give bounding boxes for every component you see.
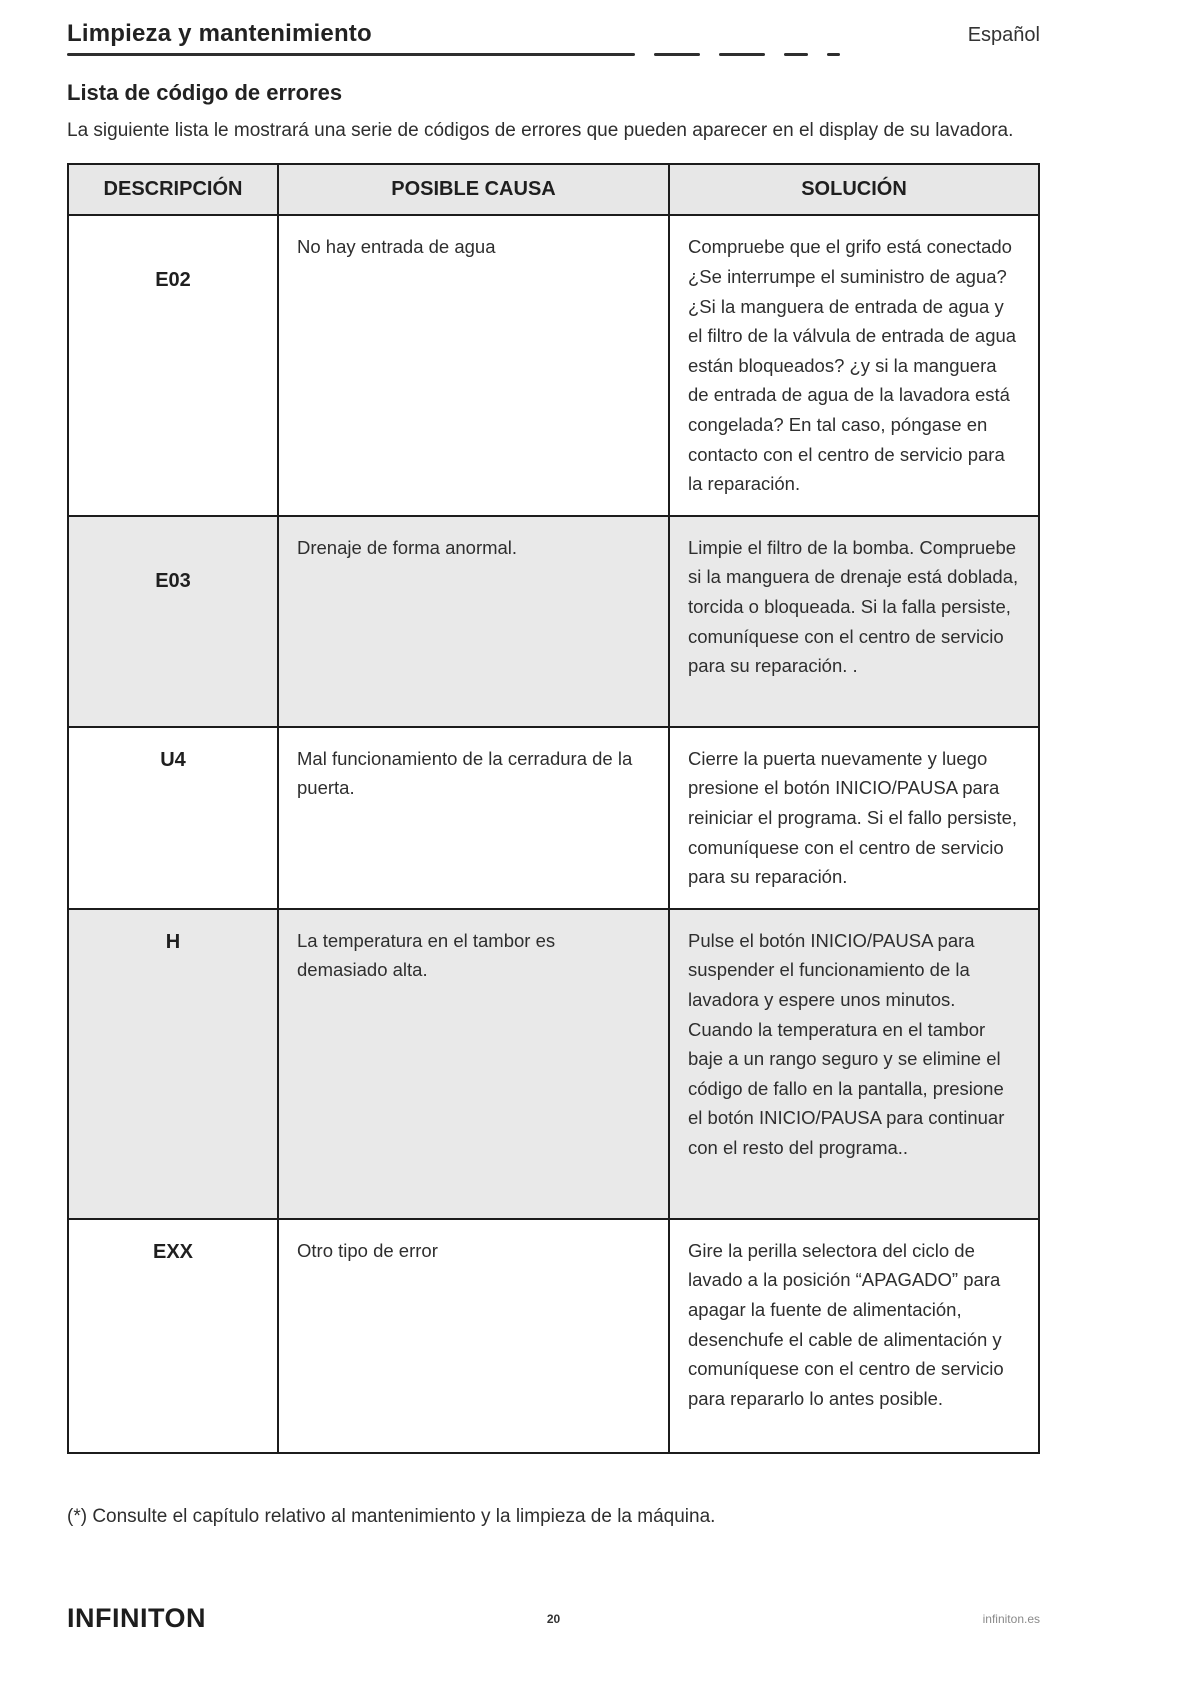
page-footer xyxy=(67,1603,1040,1634)
error-solution-cell: Gire la perilla selectora del ciclo de lavado a la posición “APAGADO” para apagar la fuente de alimentación, desenchufe el cable de alimentación y comuníquese con el centro de servicio para repararlo lo antes posible. xyxy=(669,1219,1039,1453)
rule-dash xyxy=(784,53,808,56)
table-header-row xyxy=(68,164,1039,215)
table-row-e03 xyxy=(68,516,1039,727)
table-row-h xyxy=(68,909,1039,1219)
error-code-cell: U4 xyxy=(68,727,278,909)
footnote: (*) Consulte el capítulo relativo al mantenimiento y la limpieza de la máquina. xyxy=(67,1505,716,1527)
error-cause-cell: No hay entrada de agua xyxy=(278,215,669,515)
error-code-cell: E02 xyxy=(68,215,278,515)
table-row-exx xyxy=(68,1219,1039,1453)
rule-dash xyxy=(654,53,700,56)
intro-text: La siguiente lista le mostrará una serie de códigos de errores que pueden aparecer en el display de su lavadora. xyxy=(67,120,1014,141)
page-title: Lista de código de errores xyxy=(67,80,343,105)
error-cause-cell: Mal funcionamiento de la cerradura de la puerta. xyxy=(278,727,669,909)
header-rule xyxy=(67,53,1040,56)
rule-line xyxy=(67,53,635,56)
table-row-e02 xyxy=(68,215,1039,515)
table-row-u4 xyxy=(68,727,1039,909)
error-solution-cell: Compruebe que el grifo está conectado ¿Se interrumpe el suministro de agua? ¿Si la manguera de entrada de agua y el filtro de la válvula de entrada de agua están bloqueados? ¿y si la manguera de entrada de agua de la lavadora está congelada? En tal caso, póngase en contacto con el centro de servicio para la reparación. xyxy=(669,215,1039,515)
website-text: infiniton.es xyxy=(982,1611,1040,1626)
error-cause-cell: Otro tipo de error xyxy=(278,1219,669,1453)
language-label: Español xyxy=(967,24,1040,46)
error-code-cell: H xyxy=(68,909,278,1219)
rule-dash xyxy=(719,53,765,56)
page-header xyxy=(67,20,1040,56)
error-cause-cell: La temperatura en el tambor es demasiado alta. xyxy=(278,909,669,1219)
page-content xyxy=(67,80,1040,1528)
column-header-solucion: SOLUCIÓN xyxy=(669,164,1039,215)
error-cause-cell: Drenaje de forma anormal. xyxy=(278,516,669,727)
error-code-cell: E03 xyxy=(68,516,278,727)
header-row xyxy=(67,20,1040,48)
page-number: 20 xyxy=(546,1611,561,1626)
column-header-descripcion: DESCRIPCIÓN xyxy=(68,164,278,215)
column-header-posible-causa: POSIBLE CAUSA xyxy=(278,164,669,215)
error-code-cell: EXX xyxy=(68,1219,278,1453)
rule-dash xyxy=(827,53,840,56)
error-code-table xyxy=(67,163,1040,1453)
error-solution-cell: Limpie el filtro de la bomba. Compruebe si la manguera de drenaje está doblada, torcida o bloqueada. Si la falla persiste, comuníquese con el centro de servicio para su reparación. . xyxy=(669,516,1039,727)
error-solution-cell: Cierre la puerta nuevamente y luego presione el botón INICIO/PAUSA para reiniciar el programa. Si el fallo persiste, comuníquese con el centro de servicio para su reparación. xyxy=(669,727,1039,909)
section-title: Limpieza y mantenimiento xyxy=(67,20,372,47)
brand-logo: INFINITON xyxy=(67,1603,206,1633)
error-solution-cell: Pulse el botón INICIO/PAUSA para suspender el funcionamiento de la lavadora y espere unos minutos. Cuando la temperatura en el tambor baje a un rango seguro y se elimine el código de fallo en la pantalla, presione el botón INICIO/PAUSA para continuar con el resto del programa.. xyxy=(669,909,1039,1219)
